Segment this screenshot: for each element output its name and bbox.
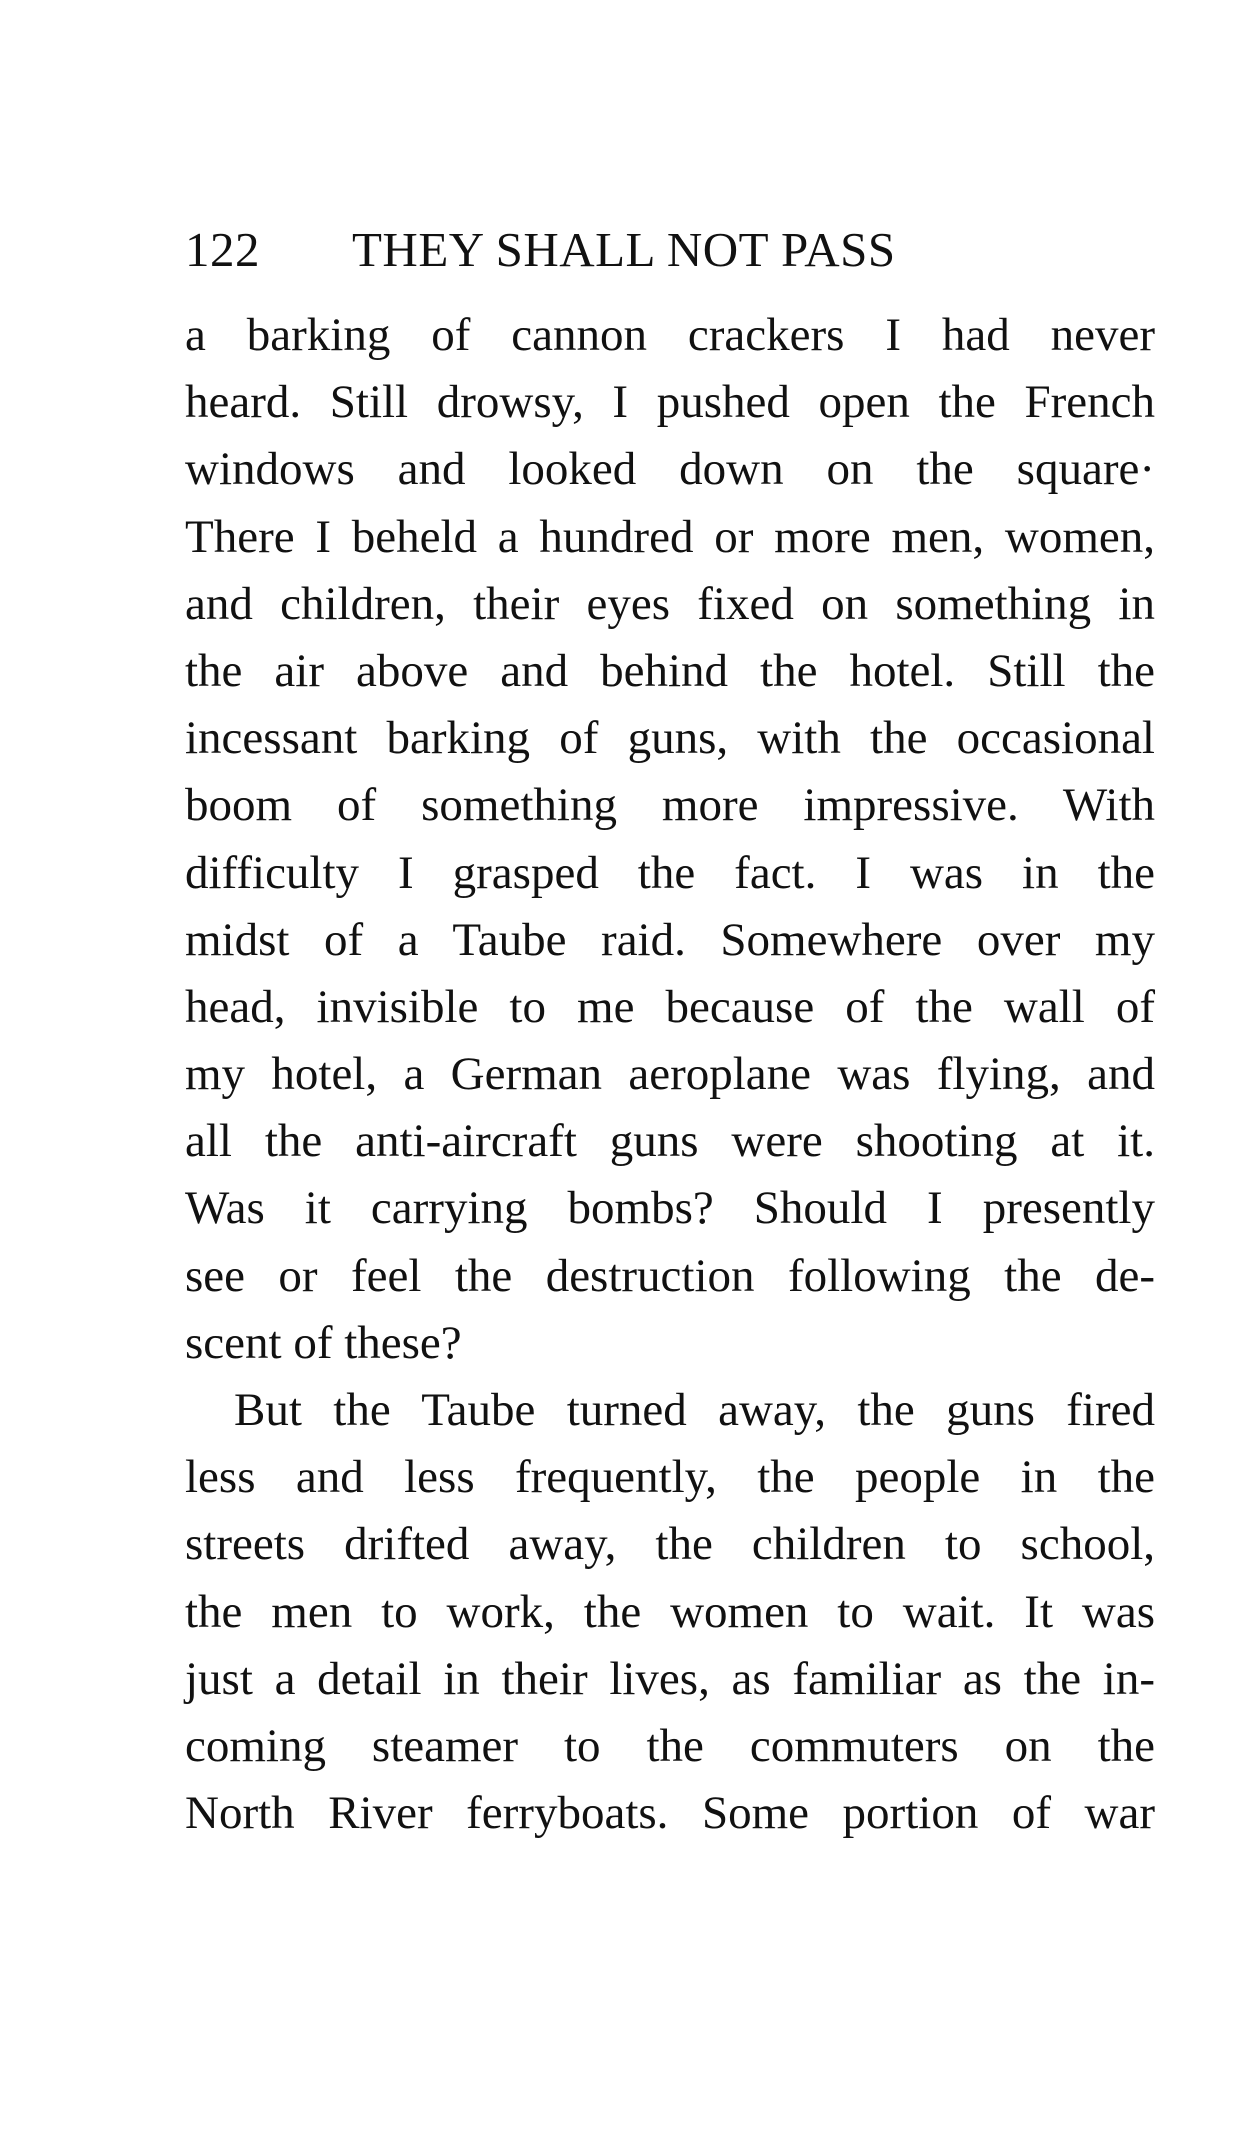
text-line: scent of these? xyxy=(185,1316,462,1369)
running-head xyxy=(185,218,1165,282)
text-line: There I beheld a hundred or more men, women, xyxy=(185,510,1155,563)
text-line: windows and looked down on the square· xyxy=(185,443,1155,496)
text-line: the men to work, the women to wait. It was xyxy=(185,1585,1155,1638)
text-line: just a detail in their lives, as familiar as the in- xyxy=(185,1652,1155,1705)
text-line: the air above and behind the hotel. Still the xyxy=(185,644,1155,697)
text-line: North River ferryboats. Some portion of war xyxy=(185,1787,1155,1840)
text-line: heard. Still drowsy, I pushed open the French xyxy=(185,376,1155,429)
text-line: see or feel the destruction following the de- xyxy=(185,1249,1155,1302)
running-title: THEY SHALL NOT PASS xyxy=(352,222,896,277)
text-line: my hotel, a German aeroplane was flying, and xyxy=(185,1048,1155,1101)
paragraph-2 xyxy=(185,1377,1155,1847)
text-line: boom of something more impressive. With xyxy=(185,779,1155,832)
paragraph-1 xyxy=(185,302,1155,1377)
text-line: Was it carrying bombs? Should I presently xyxy=(185,1182,1155,1235)
text-line: and children, their eyes fixed on something in xyxy=(185,577,1155,630)
body-text xyxy=(185,302,1155,1847)
text-line: coming steamer to the commuters on the xyxy=(185,1719,1155,1772)
text-line: midst of a Taube raid. Somewhere over my xyxy=(185,913,1155,966)
text-line: difficulty I grasped the fact. I was in the xyxy=(185,846,1155,899)
text-line: head, invisible to me because of the wall of xyxy=(185,980,1155,1033)
text-line: But the Taube turned away, the guns fired xyxy=(234,1384,1155,1436)
text-line: incessant barking of guns, with the occasional xyxy=(185,712,1155,765)
text-line: less and less frequently, the people in the xyxy=(185,1451,1155,1504)
text-line: a barking of cannon crackers I had never xyxy=(185,309,1155,361)
text-line: streets drifted away, the children to school, xyxy=(185,1518,1155,1571)
page-number: 122 xyxy=(185,222,260,277)
text-line: all the anti-aircraft guns were shooting at it. xyxy=(185,1115,1155,1168)
